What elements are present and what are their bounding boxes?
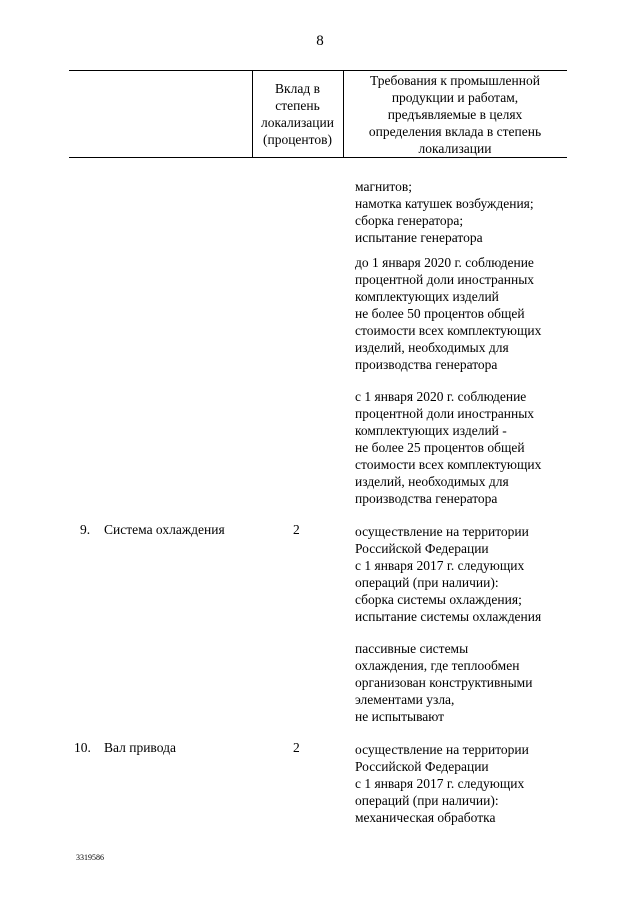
contribution-value: 2 (293, 522, 300, 537)
requirement-text: до 1 января 2020 г. соблюдение процентной доли иностранных комплектующих изделий не более 50 процентов общей стоимости всех комплектующих изделий, необходимых для производства генератора (355, 255, 542, 372)
requirement-text: с 1 января 2020 г. соблюдение процентной доли иностранных комплектующих изделий - не более 25 процентов общей стоимости всех комплектующих изделий, необходимых для производства генератора (355, 389, 542, 506)
header-contribution: Вклад в степень локализации (процентов) (261, 81, 334, 147)
row-number: 9. (80, 522, 91, 537)
requirement-text: пассивные системы охлаждения, где теплообмен организован конструктивными элементами узла, не испытывают (355, 641, 533, 724)
table-header-top-rule (69, 70, 567, 71)
requirement-text: осуществление на территории Российской Федерации с 1 января 2017 г. следующих операций (при наличии): сборка системы охлаждения; испытание системы охлаждения (355, 524, 542, 624)
page-number: 8 (316, 33, 324, 49)
contribution-value: 2 (293, 740, 300, 755)
requirement-text: осуществление на территории Российской Федерации с 1 января 2017 г. следующих операций (при наличии): механическая обработка (355, 742, 529, 825)
row-number: 10. (74, 740, 91, 755)
component-name: Вал привода (104, 740, 176, 755)
requirement-text: магнитов; намотка катушек возбуждения; сборка генератора; испытание генератора (355, 179, 534, 245)
component-name: Система охлаждения (104, 522, 225, 537)
document-code: 3319586 (76, 853, 104, 862)
table-header-bottom-rule (69, 157, 567, 158)
header-requirements: Требования к промышленной продукции и работам, предъявляемые в целях определения вклада в степень локализации (368, 73, 542, 156)
